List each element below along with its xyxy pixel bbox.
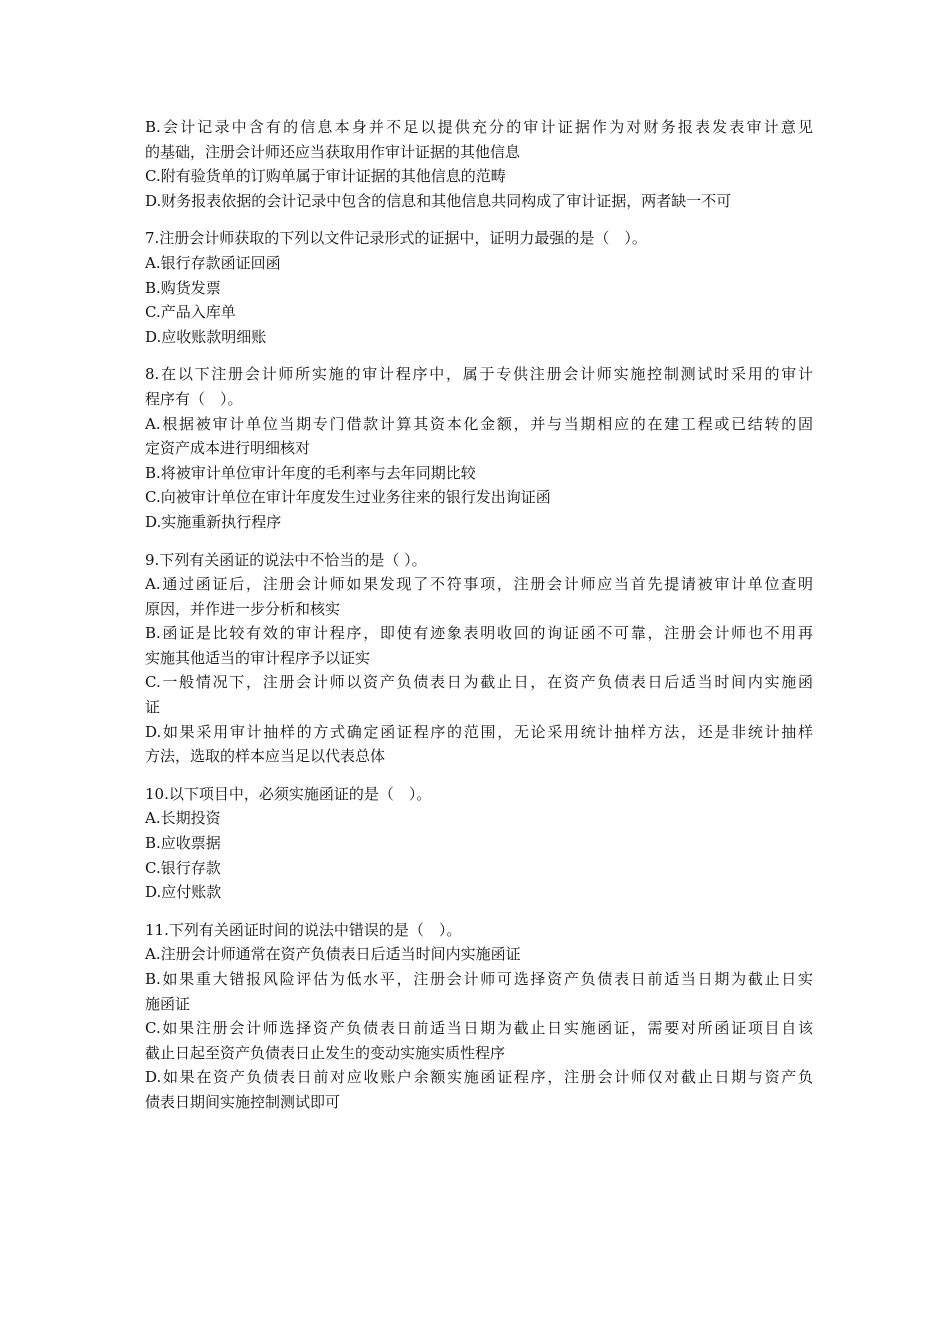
text-line: B.将被审计单位审计年度的毛利率与去年同期比较 xyxy=(145,463,476,482)
question-block xyxy=(145,115,813,213)
question-text: 11.下列有关函证时间的说法中错误的是（ ）。 xyxy=(145,920,462,939)
text-line: C.向被审计单位在审计年度发生过业务往来的银行发出询证函 xyxy=(145,488,551,507)
text-line: B.函证是比较有效的审计程序，即使有迹象表明收回的询证函不可靠，注册会计师也不用再 xyxy=(145,624,813,643)
text-line: D.应收账款明细账 xyxy=(145,327,267,346)
text-line: D.财务报表依据的会计记录中包含的信息和其他信息共同构成了审计证据，两者缺一不可 xyxy=(145,191,732,210)
text-line: B.购货发票 xyxy=(145,278,221,297)
question-block xyxy=(145,362,813,534)
text-line: A.银行存款函证回函 xyxy=(145,253,281,272)
text-line: 证 xyxy=(145,698,161,717)
text-line: B.应收票据 xyxy=(145,834,221,853)
text-line: C.如果注册会计师选择资产负债表日前适当日期为截止日实施函证，需要对所函证项目自该 xyxy=(145,1019,813,1038)
question-text: 7.注册会计师获取的下列以文件记录形式的证据中，证明力最强的是（ ）。 xyxy=(145,229,647,248)
text-line: 实施其他适当的审计程序予以证实 xyxy=(145,648,371,667)
question-block xyxy=(145,782,813,905)
text-line: D.如果在资产负债表日前对应收账户余额实施函证程序，注册会计师仅对截止日期与资产负 xyxy=(145,1068,813,1087)
text-line: A.根据被审计单位当期专门借款计算其资本化金额，并与当期相应的在建工程或已结转的固 xyxy=(145,414,813,433)
text-line: 债表日期间实施控制测试即可 xyxy=(145,1092,341,1111)
text-line: C.产品入库单 xyxy=(145,303,236,322)
text-line: 施函证 xyxy=(145,994,191,1013)
text-line: C.银行存款 xyxy=(145,858,221,877)
document-body xyxy=(145,115,813,1115)
question-block xyxy=(145,918,813,1115)
text-line: D.实施重新执行程序 xyxy=(145,512,282,531)
text-line: 原因，并作进一步分析和核实 xyxy=(145,599,341,618)
question-text: 9.下列有关函证的说法中不恰当的是（ ）。 xyxy=(145,550,427,569)
text-line: A.注册会计师通常在资产负债表日后适当时间内实施函证 xyxy=(145,945,521,964)
text-line: 方法，选取的样本应当足以代表总体 xyxy=(145,747,386,766)
question-text: 8.在以下注册会计师所实施的审计程序中，属于专供注册会计师实施控制测试时采用的审计 xyxy=(145,365,813,384)
question-text: B.会计记录中含有的信息本身并不足以提供充分的审计证据作为对财务报表发表审计意见 xyxy=(145,118,813,136)
text-line: C.一般情况下，注册会计师以资产负债表日为截止日，在资产负债表日后适当时间内实施函 xyxy=(145,673,813,692)
text-line: B.如果重大错报风险评估为低水平，注册会计师可选择资产负债表日前适当日期为截止日实 xyxy=(145,970,813,988)
text-line: 的基础，注册会计师还应当获取用作审计证据的其他信息 xyxy=(145,142,521,161)
question-text: 10.以下项目中，必须实施函证的是（ ）。 xyxy=(145,784,432,803)
text-line: 截止日起至资产负债表日止发生的变动实施实质性程序 xyxy=(145,1043,506,1062)
question-block xyxy=(145,548,813,769)
text-line: 程序有（ ）。 xyxy=(145,389,243,408)
text-line: A.通过函证后，注册会计师如果发现了不符事项，注册会计师应当首先提请被审计单位查明 xyxy=(145,575,813,594)
text-line: A.长期投资 xyxy=(145,809,221,828)
question-block xyxy=(145,226,813,349)
text-line: D.如果采用审计抽样的方式确定函证程序的范围，无论采用统计抽样方法，还是非统计抽样 xyxy=(145,722,813,741)
text-line: 定资产成本进行明细核对 xyxy=(145,439,311,458)
text-line: D.应付账款 xyxy=(145,883,222,902)
text-line: C.附有验货单的订购单属于审计证据的其他信息的范畴 xyxy=(145,167,506,186)
